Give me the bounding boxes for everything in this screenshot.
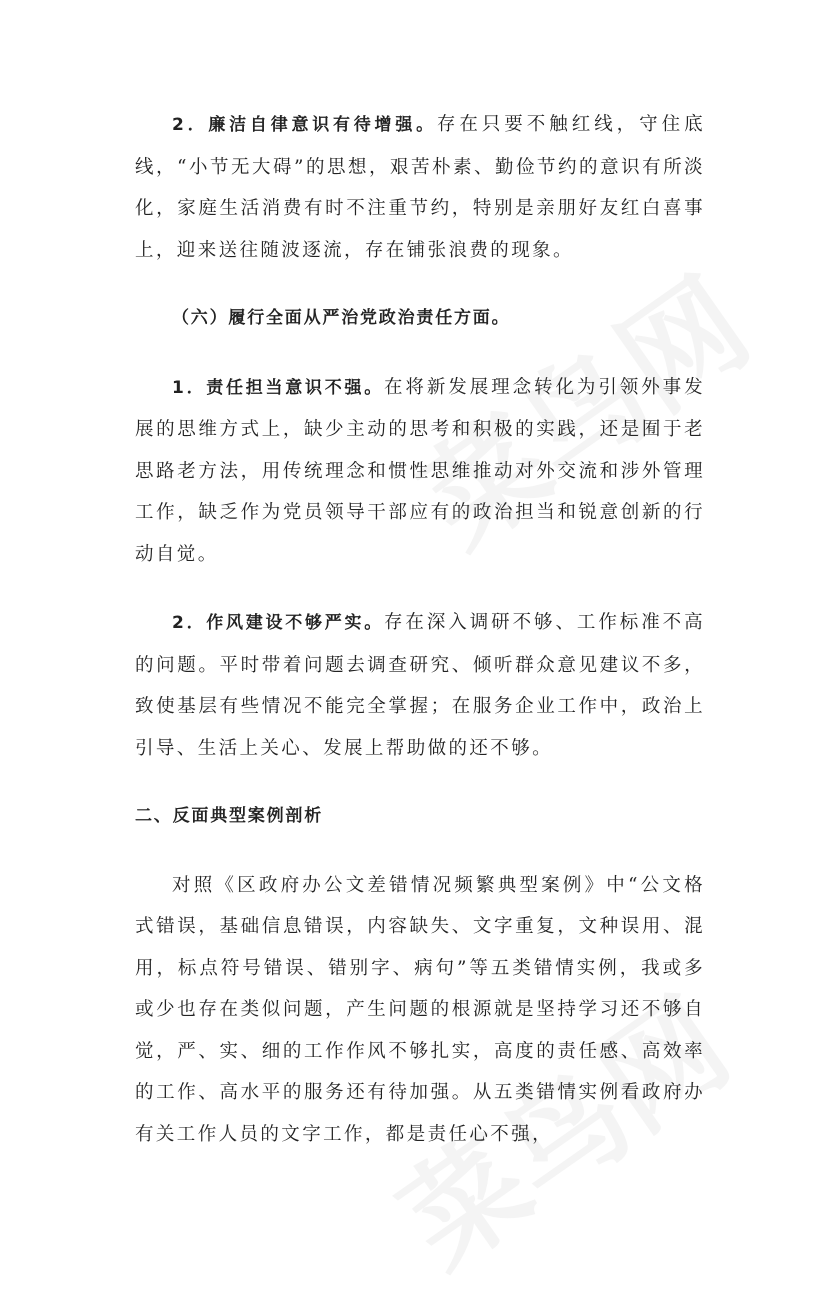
paragraph-text: 对照《区政府办公文差错情况频繁典型案例》中“公文格式错误，基础信息错误，内容缺失、文字重复，文种误用、混用，标点符号错误、错别字、病句”等五类错情实例，我或多或少也存在类似问题，产生问题的根源就是坚持学习还不够自觉，严、实、细的工作作风不够扎实，高度的责任感、高效率的工作、高水平的服务还有待加强。从五类错情实例看政府办有关工作人员的文字工作，都是责任心不强， — [135, 874, 705, 1145]
paragraph-work-style — [135, 602, 705, 769]
paragraph-responsibility — [135, 367, 705, 576]
paragraph-case-analysis — [135, 865, 705, 1156]
chapter-heading: 二、反面典型案例剖析 — [135, 806, 323, 826]
paragraph-lead: 2．作风建设不够严实。 — [172, 613, 384, 633]
document-body — [135, 104, 705, 1155]
paragraph-text: 存在深入调研不够、工作标准不高的问题。平时带着问题去调查研究、倾听群众意见建议不多，致使基层有些情况不能完全掌握；在服务企业工作中，政治上引导、生活上关心、发展上帮助做的还不够。 — [135, 612, 705, 759]
paragraph-lead: 2．廉洁自律意识有待增强。 — [172, 115, 437, 135]
paragraph-lead: 1．责任担当意识不强。 — [172, 377, 384, 398]
section-heading: （六）履行全面从严治党政治责任方面。 — [172, 308, 511, 328]
paragraph-integrity — [135, 104, 705, 271]
paragraph-text: 存在只要不触红线，守住底线，“小节无大碍”的思想，艰苦朴素、勤俭节约的意识有所淡化，家庭生活消费有时不注重节约，特别是亲朋好友红白喜事上，迎来送往随波逐流，存在铺张浪费的现象。 — [135, 114, 705, 261]
paragraph-text: 在将新发展理念转化为引领外事发展的思维方式上，缺少主动的思考和积极的实践，还是囿于老思路老方法，用传统理念和惯性思维推动对外交流和涉外管理工作，缺乏作为党员领导干部应有的政治担当和锐意创新的行动自觉。 — [135, 376, 705, 565]
